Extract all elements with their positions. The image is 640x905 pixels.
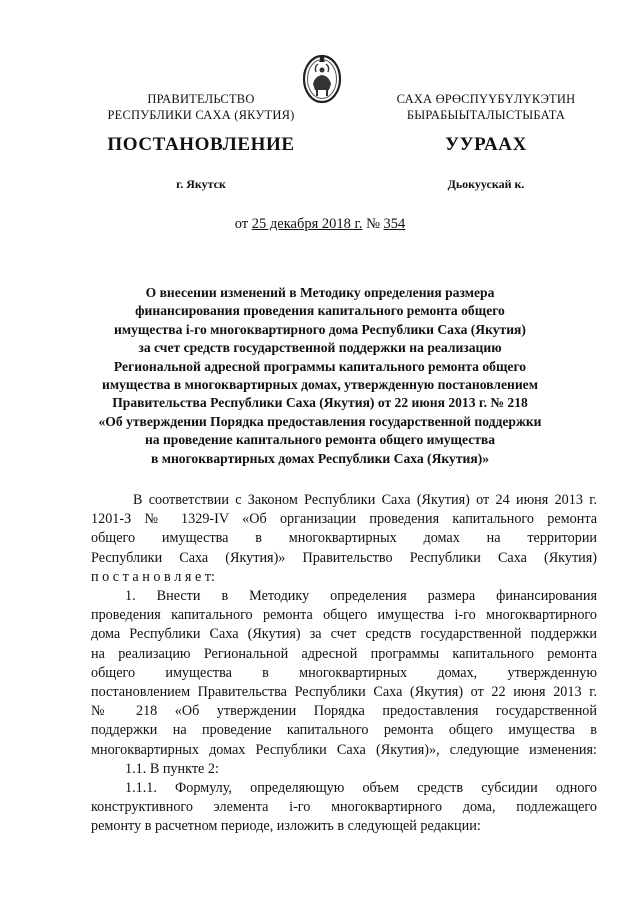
- body-line: 1.1. В пункте 2:: [125, 760, 219, 777]
- date-prefix: от: [234, 216, 249, 232]
- date-number-line: [0, 216, 640, 233]
- number-sign: №: [366, 216, 380, 232]
- title-line: за счет средств государственной поддержки на реализацию: [138, 340, 502, 356]
- issuer-right: [372, 91, 600, 123]
- body-line: 1.1.1. Формулу, определяющую объем средств субсидии одного: [125, 780, 597, 797]
- doc-type-right: УУРААХ: [445, 134, 527, 155]
- body-line: на реализацию Региональной адресной программы капитального ремонта: [91, 645, 597, 662]
- body-line: общего имущества в многоквартирных домах, утвержденную: [91, 664, 597, 681]
- issuer-left-line2: РЕСПУБЛИКИ САХА (ЯКУТИЯ): [107, 108, 295, 122]
- title-line: имущества i-го многоквартирного дома Республики Саха (Якутия): [114, 321, 526, 337]
- body-line: проведения капитального ремонта общего имущества i-го многоквартирного: [91, 607, 597, 624]
- body-line: 1. Внести в Методику определения размера финансирования: [125, 588, 597, 605]
- issuer-right-line1: САХА ӨРӨСПҮҮБҮЛҮКЭТИН: [396, 92, 576, 106]
- body-line: 1201-З № 1329-IV «Об организации проведения капитального ремонта: [91, 511, 597, 528]
- body-line: дома Республики Саха (Якутия) за счет средств государственной поддержки: [91, 626, 597, 643]
- document-number: 354: [383, 216, 406, 232]
- title-line: имущества в многоквартирных домах, утвержденную постановлением: [102, 377, 538, 393]
- city-left: г. Якутск: [176, 177, 226, 191]
- document-body: [91, 491, 597, 837]
- title-line: Правительства Республики Саха (Якутия) от 22 июня 2013 г. № 218: [112, 395, 528, 411]
- title-line: на проведение капитального ремонта общего имущества: [144, 432, 496, 448]
- document-date: 25 декабря 2018 г.: [251, 216, 363, 232]
- title-line: Региональной адресной программы капитального ремонта общего: [113, 358, 527, 374]
- body-line: ремонту в расчетном периоде, изложить в следующей редакции:: [91, 818, 481, 835]
- body-line: постановлением Правительства Республики Саха (Якутия) от 22 июня 2013 г.: [91, 684, 597, 701]
- document-title: [60, 284, 580, 468]
- body-line-spaced: п о с т а н о в л я е т:: [91, 568, 215, 585]
- body-line: № 218 «Об утверждении Порядка предоставления государственной: [91, 703, 597, 720]
- body-line: многоквартирных домах Республики Саха (Якутия)», следующие изменения:: [91, 741, 597, 758]
- issuer-left-line1: ПРАВИТЕЛЬСТВО: [147, 92, 255, 106]
- body-line: общего имущества в многоквартирных домах на территории: [91, 530, 597, 547]
- title-line: финансирования проведения капитального ремонта общего: [135, 303, 505, 319]
- issuer-right-line2: БЫРАБЫЫТАЛЫСТЫБАТА: [406, 108, 566, 122]
- city-right: Дьокуускай к.: [447, 177, 525, 191]
- body-line: Республики Саха (Якутия)» Правительство Республики Саха (Якутия): [91, 549, 597, 566]
- title-line: О внесении изменений в Методику определения размера: [145, 285, 495, 300]
- title-line: «Об утверждении Порядка предоставления государственной поддержки: [98, 413, 542, 429]
- body-line: конструктивного элемента i-го многоквартирного дома, подлежащего: [91, 799, 597, 816]
- title-line: в многоквартирных домах Республики Саха (Якутия)»: [150, 450, 490, 466]
- doc-type-left: ПОСТАНОВЛЕНИЕ: [107, 134, 295, 155]
- body-line: поддержки на проведение капитального ремонта общего имущества в: [91, 722, 597, 739]
- issuer-left: [86, 91, 316, 123]
- body-line: В соответствии с Законом Республики Саха (Якутия) от 24 июня 2013 г.: [133, 492, 597, 508]
